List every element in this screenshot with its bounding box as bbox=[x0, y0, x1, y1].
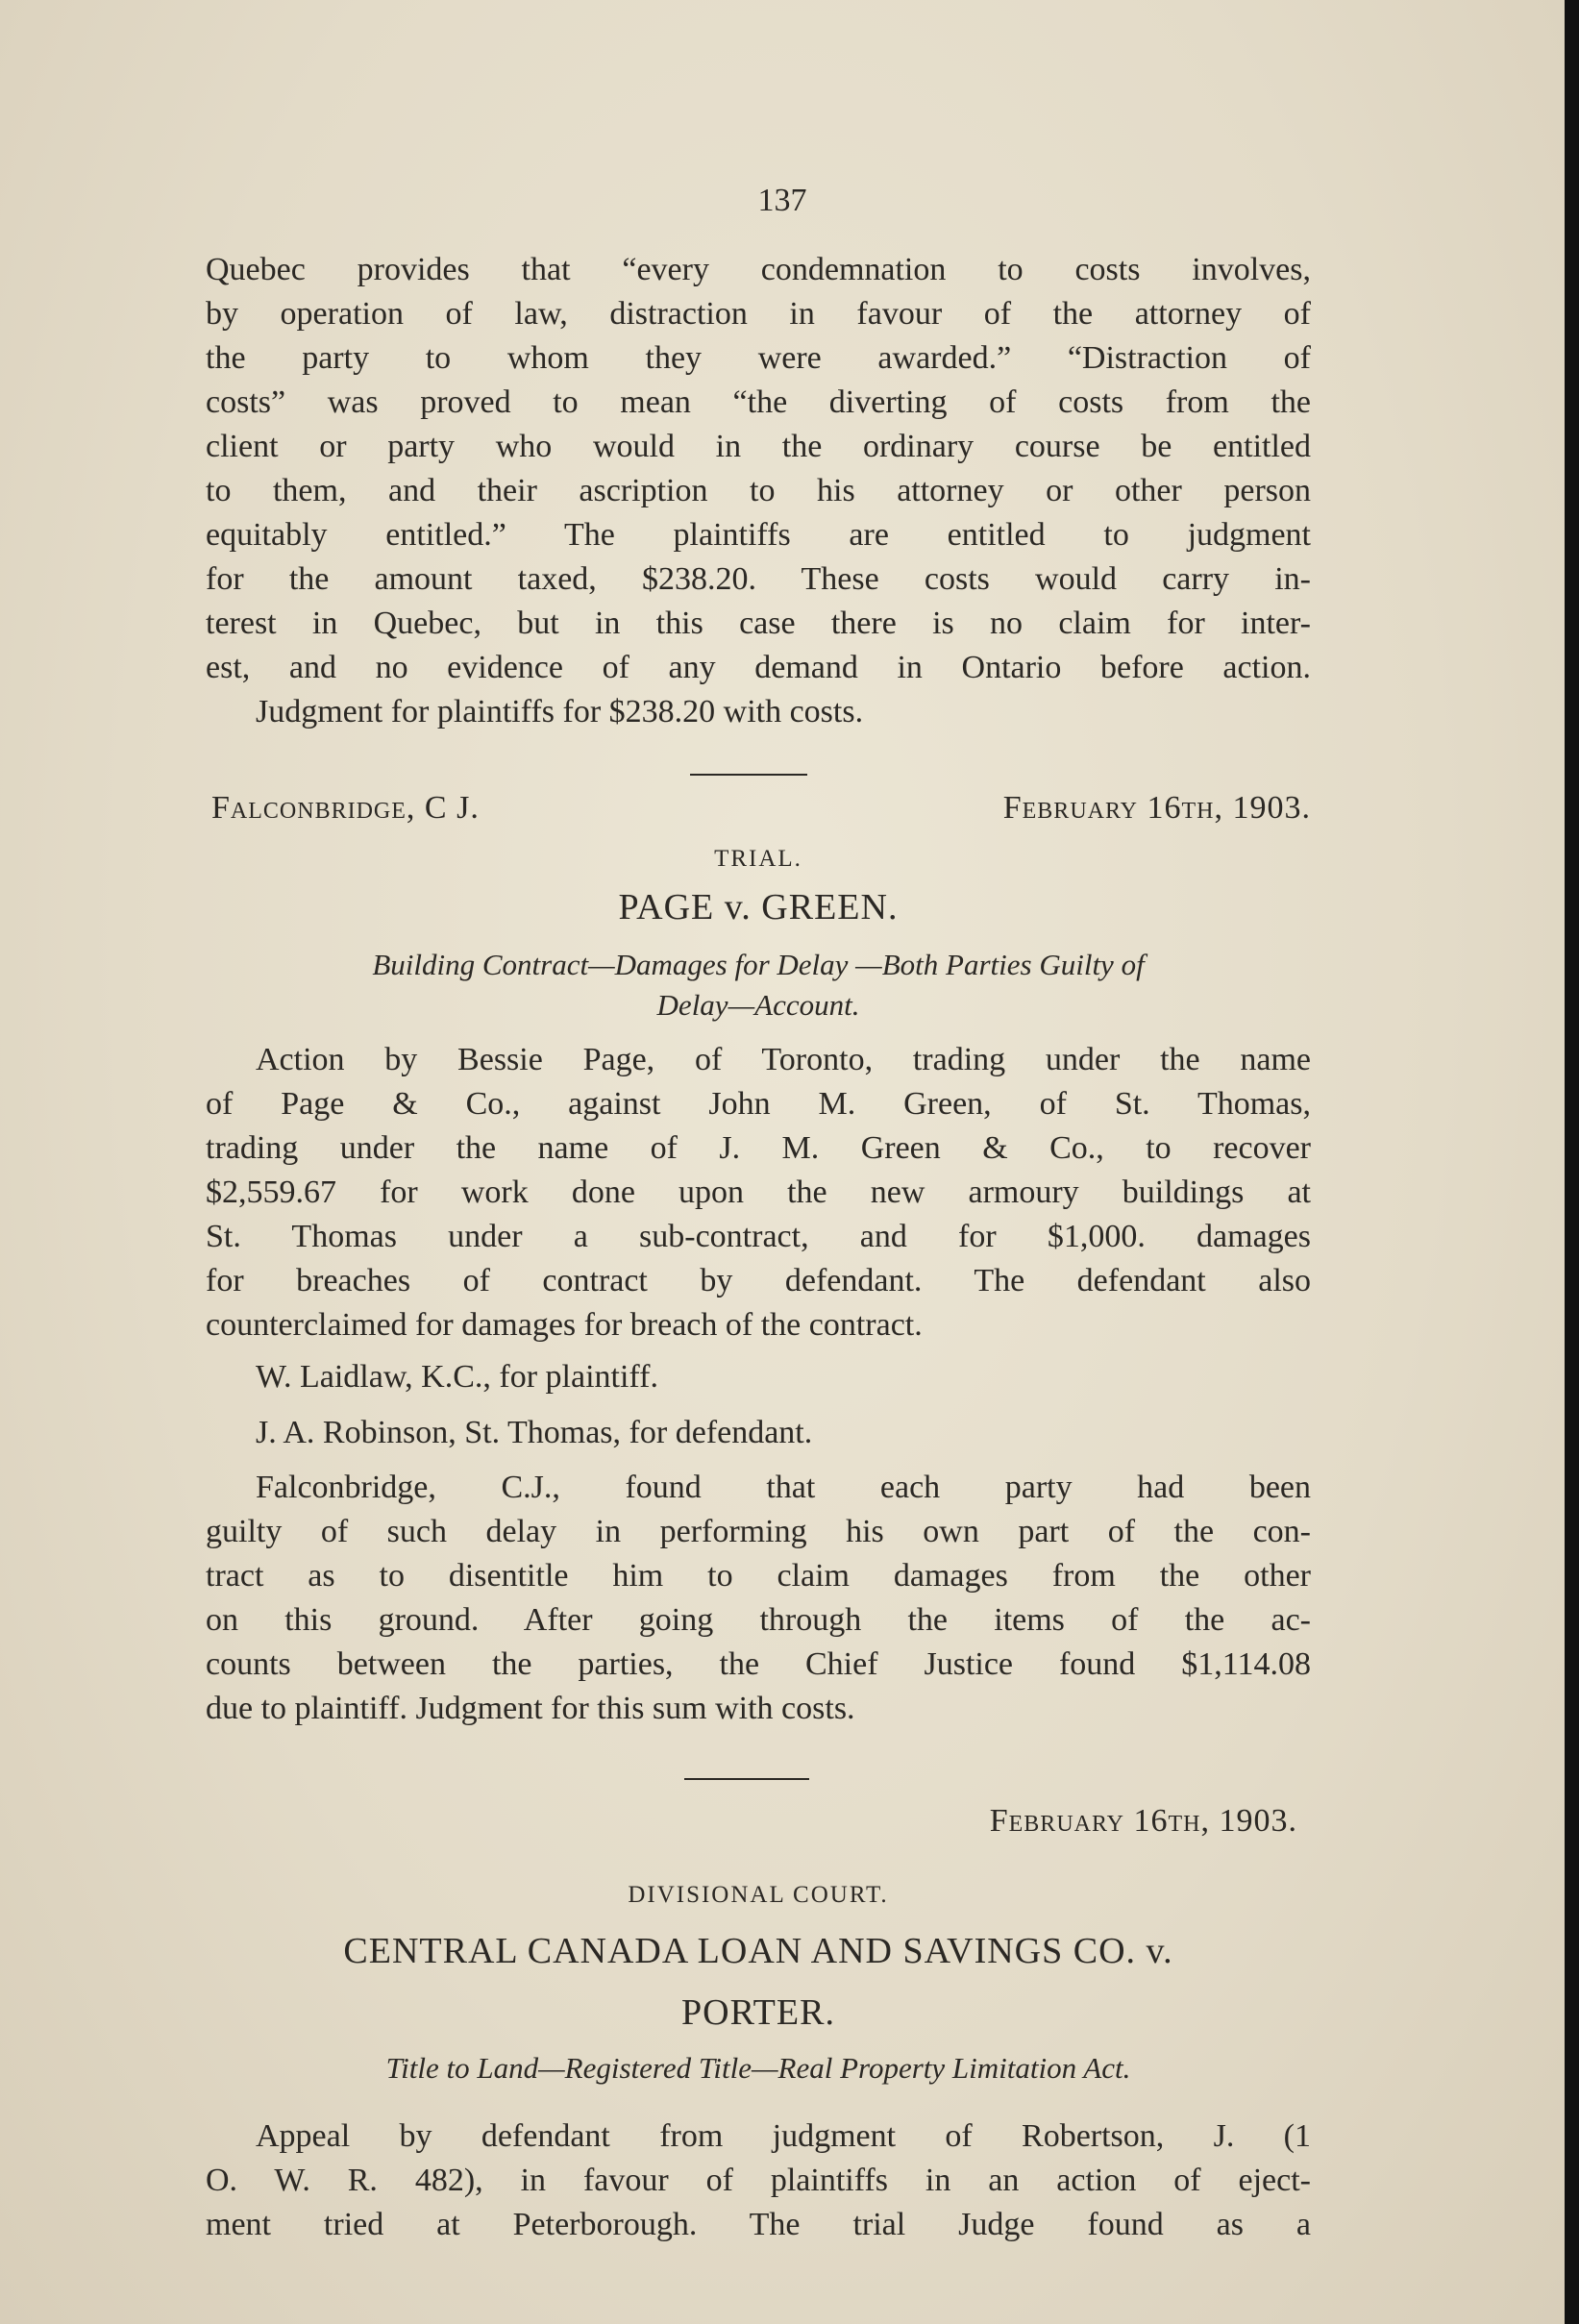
counsel-plaintiff: W. Laidlaw, K.C., for plaintiff. bbox=[256, 1359, 658, 1395]
text-line: trading under the name of J. M. Green & Co., to recover bbox=[206, 1130, 1311, 1166]
court-label: DIVISIONAL COURT. bbox=[628, 1882, 889, 1908]
case-title: PAGE v. GREEN. bbox=[618, 887, 899, 927]
text-line: ment tried at Peterborough. The trial Judge found as a bbox=[206, 2207, 1311, 2242]
headnote-line: Title to Land—Registered Title—Real Property Limitation Act. bbox=[385, 2051, 1131, 2085]
text-line: on this ground. After going through the items of the ac- bbox=[206, 1602, 1311, 1638]
text-line: Quebec provides that “every condemnation to costs involves, bbox=[206, 252, 1311, 287]
case1-findings-paragraph bbox=[206, 1466, 1311, 1731]
text-line: by operation of law, distraction in favour of the attorney of bbox=[206, 296, 1311, 332]
text-line: terest in Quebec, but in this case there is no claim for inter- bbox=[206, 606, 1311, 641]
text-line: of Page & Co., against John M. Green, of St. Thomas, bbox=[206, 1086, 1311, 1122]
counsel-defendant: J. A. Robinson, St. Thomas, for defendant. bbox=[256, 1415, 813, 1450]
text-line: est, and no evidence of any demand in Ontario before action. bbox=[206, 650, 1311, 685]
case1-facts-paragraph bbox=[206, 1038, 1311, 1347]
case-title: CENTRAL CANADA LOAN AND SAVINGS CO. v. bbox=[343, 1931, 1173, 1971]
text-line: client or party who would in the ordinary course be entitled bbox=[206, 429, 1311, 464]
text-line: $2,559.67 for work done upon the new armoury buildings at bbox=[206, 1174, 1311, 1210]
text-line: Falconbridge, C.J., found that each party had been bbox=[256, 1470, 1311, 1505]
text-line: for the amount taxed, $238.20. These costs would carry in- bbox=[206, 561, 1311, 597]
section-divider bbox=[684, 1778, 809, 1780]
case-date: February 16th, 1903. bbox=[989, 1803, 1297, 1839]
text-line: to them, and their ascription to his attorney or other person bbox=[206, 473, 1311, 508]
text-line: Action by Bessie Page, of Toronto, trading under the name bbox=[256, 1042, 1311, 1077]
opening-paragraph bbox=[206, 248, 1311, 734]
text-line: guilty of such delay in performing his own part of the con- bbox=[206, 1514, 1311, 1549]
text-line: for breaches of contract by defendant. The defendant also bbox=[206, 1263, 1311, 1298]
text-line: counterclaimed for damages for breach of the contract. bbox=[206, 1307, 923, 1343]
text-line: the party to whom they were awarded.” “Distraction of bbox=[206, 340, 1311, 376]
section-divider bbox=[690, 774, 807, 776]
page-number: 137 bbox=[757, 183, 807, 218]
case2-appeal-paragraph bbox=[206, 2114, 1311, 2247]
headnote-line: Building Contract—Damages for Delay —Both Parties Guilty of bbox=[372, 948, 1145, 981]
text-line: due to plaintiff. Judgment for this sum with costs. bbox=[206, 1691, 855, 1726]
text-line: Appeal by defendant from judgment of Robertson, J. (1 bbox=[256, 2118, 1311, 2154]
case-title: PORTER. bbox=[681, 1992, 835, 2033]
text-line: counts between the parties, the Chief Justice found $1,114.08 bbox=[206, 1646, 1311, 1682]
text-line: equitably entitled.” The plaintiffs are entitled to judgment bbox=[206, 517, 1311, 553]
judge-name: Falconbridge, C J. bbox=[211, 790, 480, 826]
case-date: February 16th, 1903. bbox=[1002, 790, 1311, 826]
judgment-line: Judgment for plaintiffs for $238.20 with costs. bbox=[256, 694, 864, 729]
text-line: O. W. R. 482), in favour of plaintiffs in an action of eject- bbox=[206, 2163, 1311, 2198]
headnote-line: Delay—Account. bbox=[656, 988, 860, 1022]
text-line: tract as to disentitle him to claim damages from the other bbox=[206, 1558, 1311, 1594]
text-line: St. Thomas under a sub-contract, and for $1,000. damages bbox=[206, 1219, 1311, 1254]
page-edge-shadow bbox=[1565, 0, 1579, 2324]
court-label: TRIAL. bbox=[714, 846, 802, 872]
text-line: costs” was proved to mean “the diverting of costs from the bbox=[206, 384, 1311, 420]
